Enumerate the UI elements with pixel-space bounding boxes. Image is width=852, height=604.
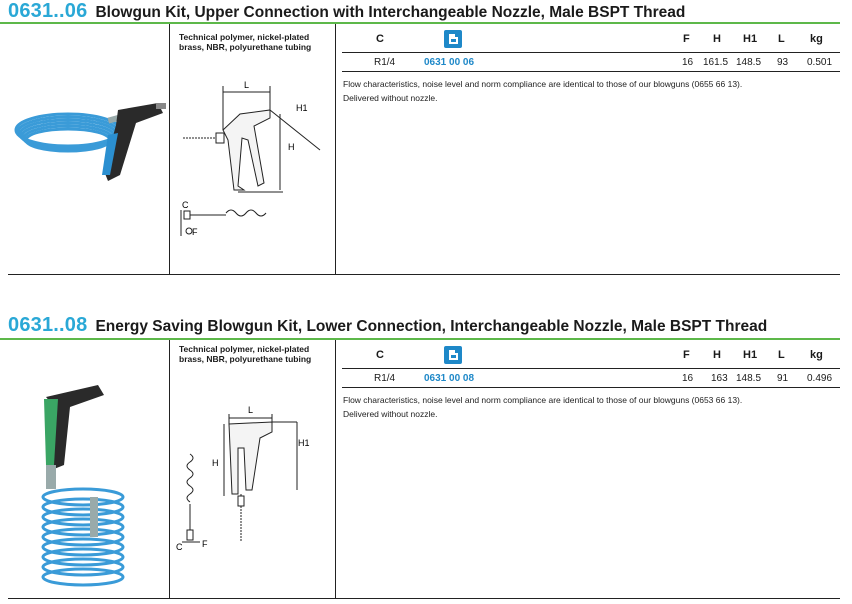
note-flow: Flow characteristics, noise level and norm compliance are identical to those of our blowguns (0653 66 13). — [343, 395, 743, 405]
dim-label-f: F — [202, 539, 208, 549]
cell-h1: 148.5 — [736, 373, 762, 384]
coiled-hose — [16, 114, 120, 151]
section-heading — [8, 314, 767, 337]
product-code: 0631..06 — [8, 0, 88, 22]
product-code: 0631..08 — [8, 314, 88, 336]
technical-drawing — [178, 78, 328, 243]
table-rule — [342, 368, 840, 369]
dim-label-l: L — [244, 80, 250, 90]
note-nozzle: Delivered without nozzle. — [343, 409, 438, 419]
order-number-icon — [444, 30, 462, 48]
col-header-kg: kg — [810, 33, 823, 45]
col-header-h1: H1 — [743, 349, 758, 361]
cell-c: R1/4 — [374, 373, 396, 384]
section-bottom-rule — [8, 274, 840, 275]
dim-label-h: H — [212, 458, 219, 468]
col-header-c: C — [376, 33, 384, 45]
cell-l: 93 — [777, 57, 789, 68]
dim-label-h1: H1 — [296, 103, 308, 113]
cell-c: R1/4 — [374, 57, 396, 68]
material-description: Technical polymer, nickel-plated brass, NBR, polyurethane tubing — [179, 344, 312, 364]
order-number-link[interactable]: 0631 00 06 — [424, 57, 475, 68]
product-photo — [8, 75, 168, 195]
material-description: Technical polymer, nickel-plated brass, NBR, polyurethane tubing — [179, 32, 312, 52]
order-number-link[interactable]: 0631 00 08 — [424, 373, 475, 384]
col-header-kg: kg — [810, 349, 823, 361]
hose-fitting — [46, 465, 56, 489]
cell-h1: 148.5 — [736, 57, 762, 68]
note-nozzle: Delivered without nozzle. — [343, 93, 438, 103]
col-header-h: H — [713, 33, 721, 45]
product-title: Blowgun Kit, Upper Connection with Interchangeable Nozzle, Male BSPT Thread — [95, 4, 686, 21]
col-header-f: F — [683, 33, 690, 45]
order-number-icon — [444, 346, 462, 364]
col-header-h1: H1 — [743, 33, 758, 45]
blowgun-nozzle — [156, 103, 166, 109]
table-rule — [342, 71, 840, 72]
dim-label-f: F — [192, 227, 198, 237]
product-section-0631-08 — [0, 312, 852, 604]
dim-label-h: H — [288, 142, 295, 152]
column-divider — [169, 24, 170, 274]
col-header-l: L — [778, 33, 785, 45]
cell-f: 16 — [682, 373, 694, 384]
coiled-hose — [43, 489, 123, 585]
heading-rule — [0, 22, 840, 24]
table-rule — [342, 387, 840, 388]
col-header-c: C — [376, 349, 384, 361]
column-divider — [169, 340, 170, 598]
dim-label-l: L — [248, 405, 254, 415]
col-header-h: H — [713, 349, 721, 361]
cell-l: 91 — [777, 373, 789, 384]
column-divider — [335, 24, 336, 274]
col-header-f: F — [683, 349, 690, 361]
cell-h: 163 — [711, 373, 728, 384]
dim-label-h1: H1 — [298, 438, 310, 448]
col-header-l: L — [778, 349, 785, 361]
hose-end-fitting — [90, 497, 98, 537]
cell-h: 161.5 — [703, 57, 729, 68]
section-bottom-rule — [8, 598, 840, 599]
column-divider — [335, 340, 336, 598]
dim-label-c: C — [176, 542, 183, 552]
dim-label-c: C — [182, 200, 189, 210]
note-flow: Flow characteristics, noise level and norm compliance are identical to those of our blowguns (0655 66 13). — [343, 79, 743, 89]
product-photo — [18, 377, 148, 602]
section-heading — [8, 0, 685, 23]
heading-rule — [0, 338, 840, 340]
technical-drawing — [172, 404, 322, 554]
product-section-0631-06 — [0, 0, 852, 280]
cell-kg: 0.496 — [807, 373, 833, 384]
product-title: Energy Saving Blowgun Kit, Lower Connection, Interchangeable Nozzle, Male BSPT Thread — [95, 318, 768, 335]
cell-f: 16 — [682, 57, 694, 68]
cell-kg: 0.501 — [807, 57, 833, 68]
table-rule — [342, 52, 840, 53]
